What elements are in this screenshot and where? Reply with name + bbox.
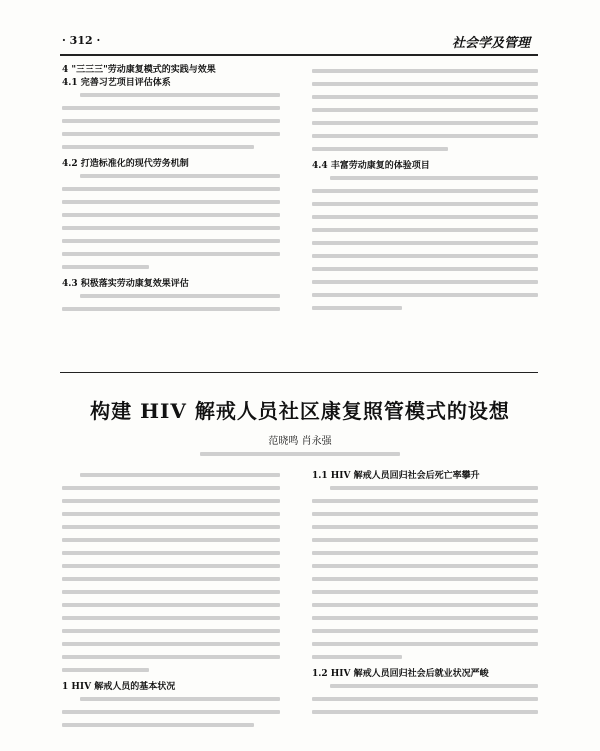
subsection-heading: 4.1 完善习艺项目评估体系: [62, 78, 171, 88]
paragraph: [62, 294, 280, 311]
subsection-heading: 4.2 打造标准化的现代劳务机制: [62, 159, 189, 169]
article-title: 构建 HIV 解戒人员社区康复照管模式的设想: [90, 399, 510, 423]
section-heading: 1 HIV 解戒人员的基本状况: [62, 682, 176, 692]
paragraph: [62, 174, 280, 269]
section-divider: [60, 372, 538, 373]
subsection-heading: 4.3 积极落实劳动康复效果评估: [62, 279, 189, 289]
lower-right-column: [312, 470, 538, 723]
subsection-heading: 1.2 HIV 解戒人员回归社会后就业状况严峻: [312, 669, 489, 679]
subsection-heading: 4.4 丰富劳动康复的体验项目: [312, 161, 430, 171]
subsection-heading: 1.1 HIV 解戒人员回归社会后死亡率攀升: [312, 471, 480, 481]
paragraph: [312, 176, 538, 310]
upper-right-column: [312, 64, 538, 319]
lower-left-column: [62, 470, 280, 736]
header-rule: [60, 54, 538, 56]
paragraph: [62, 697, 280, 727]
paragraph: [62, 93, 280, 149]
page-number: · 312 ·: [62, 34, 101, 47]
upper-left-column: [62, 64, 280, 320]
paragraph: [312, 69, 538, 151]
article-authors: 范晓鸣 肖永强: [268, 436, 332, 447]
author-affiliation: [0, 448, 600, 456]
journal-name: 社会学及管理: [451, 36, 530, 51]
paragraph: [62, 473, 280, 672]
paragraph: [312, 684, 538, 714]
section-heading: 4 "三三三"劳动康复模式的实践与效果: [62, 65, 216, 75]
paragraph: [312, 486, 538, 659]
